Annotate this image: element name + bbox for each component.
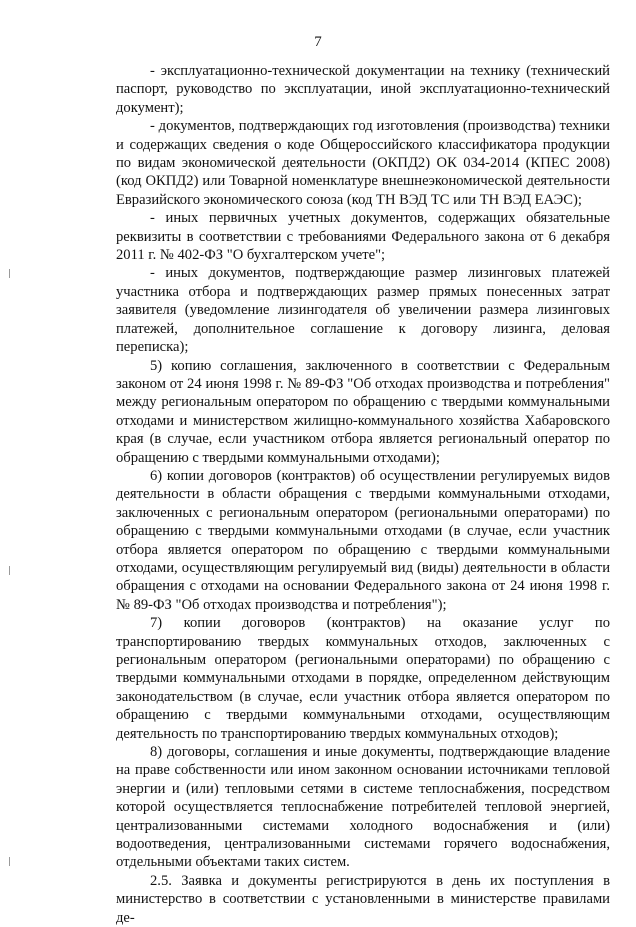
margin-mark	[9, 857, 10, 866]
margin-mark	[9, 269, 10, 278]
list-item-primary-accounting-docs: - иных первичных учетных документов, содержащих обязательные реквизиты в соответствии с требованиями Федерального закона от 6 декабря 2011 г. № 402-ФЗ "О бухгалтерском учете";	[116, 210, 610, 264]
paragraph-section-2-5: 2.5. Заявка и документы регистрируются в день их поступления в министерство в соответствии с установленными в министерстве правилами де-	[116, 872, 610, 926]
paragraph-item-8: 8) договоры, соглашения и иные документы, подтверждающие владение на праве собственности или ином законном основании источниками тепловой энергии и (или) тепловыми сетями в системе теплоснабжения, посредством которой осуществляется теплоснабжение потребителей тепловой энергией, централизованными системами холодного водоснабжения и (или) водоотведения, централизованными системами горячего водоснабжения, отдельными объектами таких систем.	[116, 744, 610, 871]
paragraph-item-6: 6) копии договоров (контрактов) об осуществлении регулируемых видов деятельности в области обращения с твердыми коммунальными отходами, заключенных с региональным оператором (региональными операторами) по обращению с твердыми коммунальными отходами (в случае, если участник отбора является оператором по обращению с твердыми коммунальными отходами, осуществляющим регулируемый вид (виды) деятельности в области обращения с отходами на основании Федерального закона от 24 июня 1998 г. № 89-ФЗ "Об отходах производства и потребления");	[116, 467, 610, 613]
page-number: 7	[314, 34, 322, 50]
list-item-manufacture-year-docs: - документов, подтверждающих год изготовления (производства) техники и содержащих сведения о коде Общероссийского классификатора продукции по видам экономической деятельности (ОКПД2) ОК 034-2014 (КПЕС 2008) (код ОКПД2) или Товарной номенклатуре внешнеэкономической деятельности Евразийского экономического союза (код ТН ВЭД ТС или ТН ВЭД ЕАЭС);	[116, 118, 610, 208]
margin-mark	[9, 566, 10, 575]
list-item-leasing-docs: - иных документов, подтверждающие размер лизинговых платежей участника отбора и подтверждающих размер прямых понесенных затрат заявителя (уведомление лизингодателя об увеличении размера лизинговых платежей, дополнительное соглашение к договору лизинга, деловая переписка);	[116, 265, 610, 356]
paragraph-item-5: 5) копию соглашения, заключенного в соответствии с Федеральным законом от 24 июня 1998 г. № 89-ФЗ "Об отходах производства и потребления" между региональным оператором по обращению с твердыми коммунальными отходами и министерством жилищно-коммунального хозяйства Хабаровского края (в случае, если участником отбора является региональный оператор по обращению с твердыми коммунальными отходами);	[116, 357, 610, 466]
paragraph-item-7: 7) копии договоров (контрактов) на оказание услуг по транспортированию твердых коммунальных отходов, заключенных с региональным оператором (региональными операторами) по обращению с твердыми коммунальными отходами в порядке, определенном действующим законодательством (в случае, если участник отбора является оператором по обращению с твердыми коммунальными отходами, осуществляющим деятельность по транспортированию твердых коммунальных отходов);	[116, 615, 610, 742]
list-item-technical-docs: - эксплуатационно-технической документации на технику (технический паспорт, руководство по эксплуатации, иной эксплуатационно-технический документ);	[116, 63, 610, 116]
document-body	[116, 62, 610, 927]
